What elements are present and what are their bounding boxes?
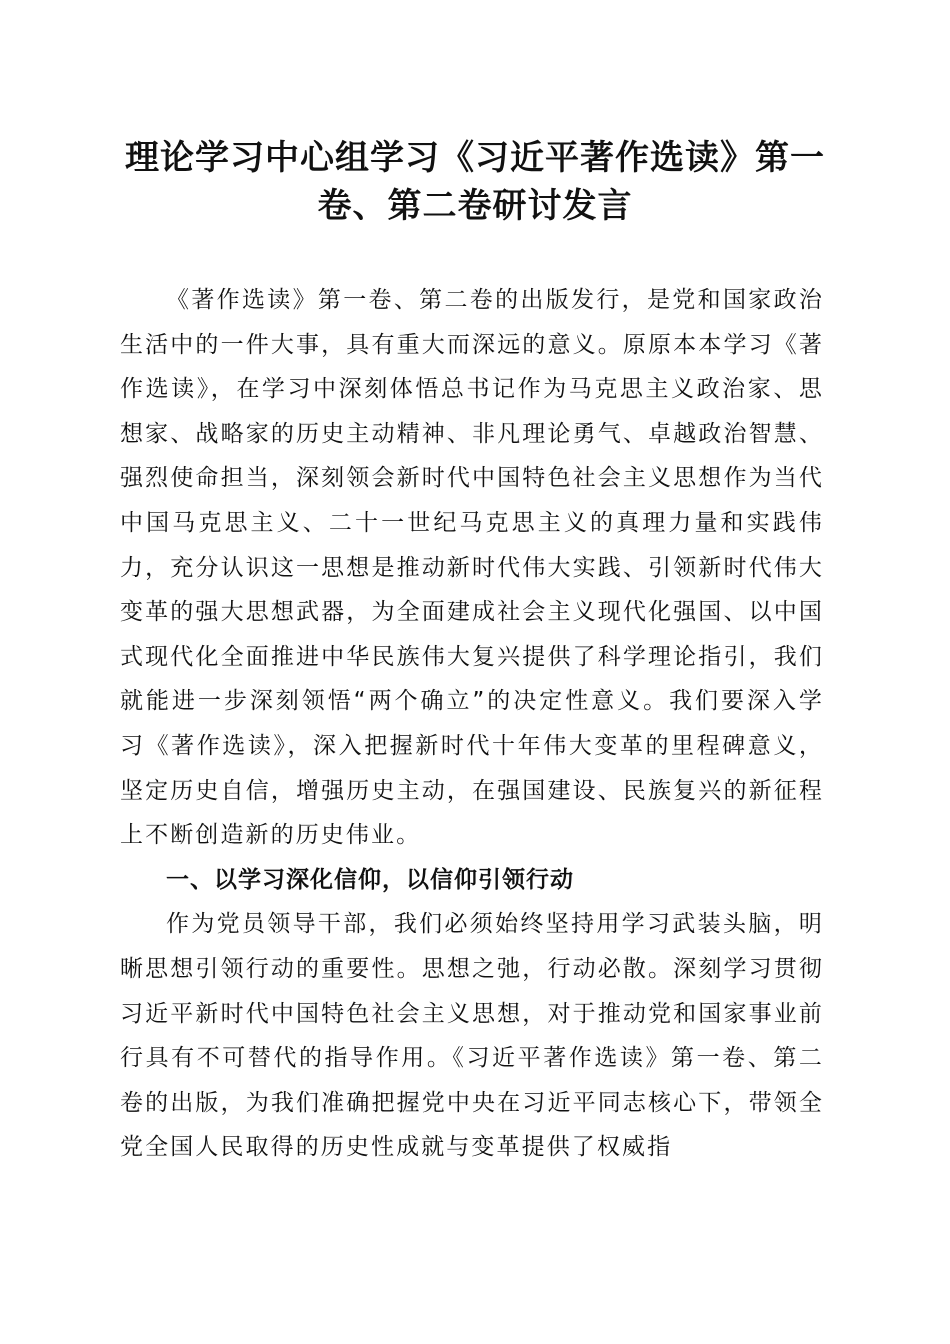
section-heading-1: 一、以学习深化信仰，以信仰引领行动 (166, 866, 574, 893)
document-title: 理论学习中心组学习《习近平著作选读》第一卷、第二卷研讨发言 (125, 138, 825, 226)
paragraph-section-1: 作为党员领导干部，我们必须始终坚持用学习武装头脑，明晰思想引领行动的重要性。思想之弛，行动必散。深刻学习贯彻习近平新时代中国特色社会主义思想，对于推动党和国家事业前行具有不可替代的指导作用。《习近平著作选读》第一卷、第二卷的出版，为我们准确把握党中央在习近平同志核心下，带领全党全国人民取得的历史性成就与变革提供了权威指 (120, 911, 824, 1161)
paragraph-intro: 《著作选读》第一卷、第二卷的出版发行，是党和国家政治生活中的一件大事，具有重大而深远的意义。原原本本学习《著作选读》，在学习中深刻体悟总书记作为马克思主义政治家、思想家、战略家的历史主动精神、非凡理论勇气、卓越政治智慧、强烈使命担当，深刻领会新时代中国特色社会主义思想作为当代中国马克思主义、二十一世纪马克思主义的真理力量和实践伟力，充分认识这一思想是推动新时代伟大实践、引领新时代伟大变革的强大思想武器，为全面建成社会主义现代化强国、以中国式现代化全面推进中华民族伟大复兴提供了科学理论指引，我们就能进一步深刻领悟“两个确立”的决定性意义。我们要深入学习《著作选读》，深入把握新时代十年伟大变革的里程碑意义，坚定历史自信，增强历史主动，在强国建设、民族复兴的新征程上不断创造新的历史伟业。 (120, 287, 824, 849)
document-body (120, 278, 824, 1170)
